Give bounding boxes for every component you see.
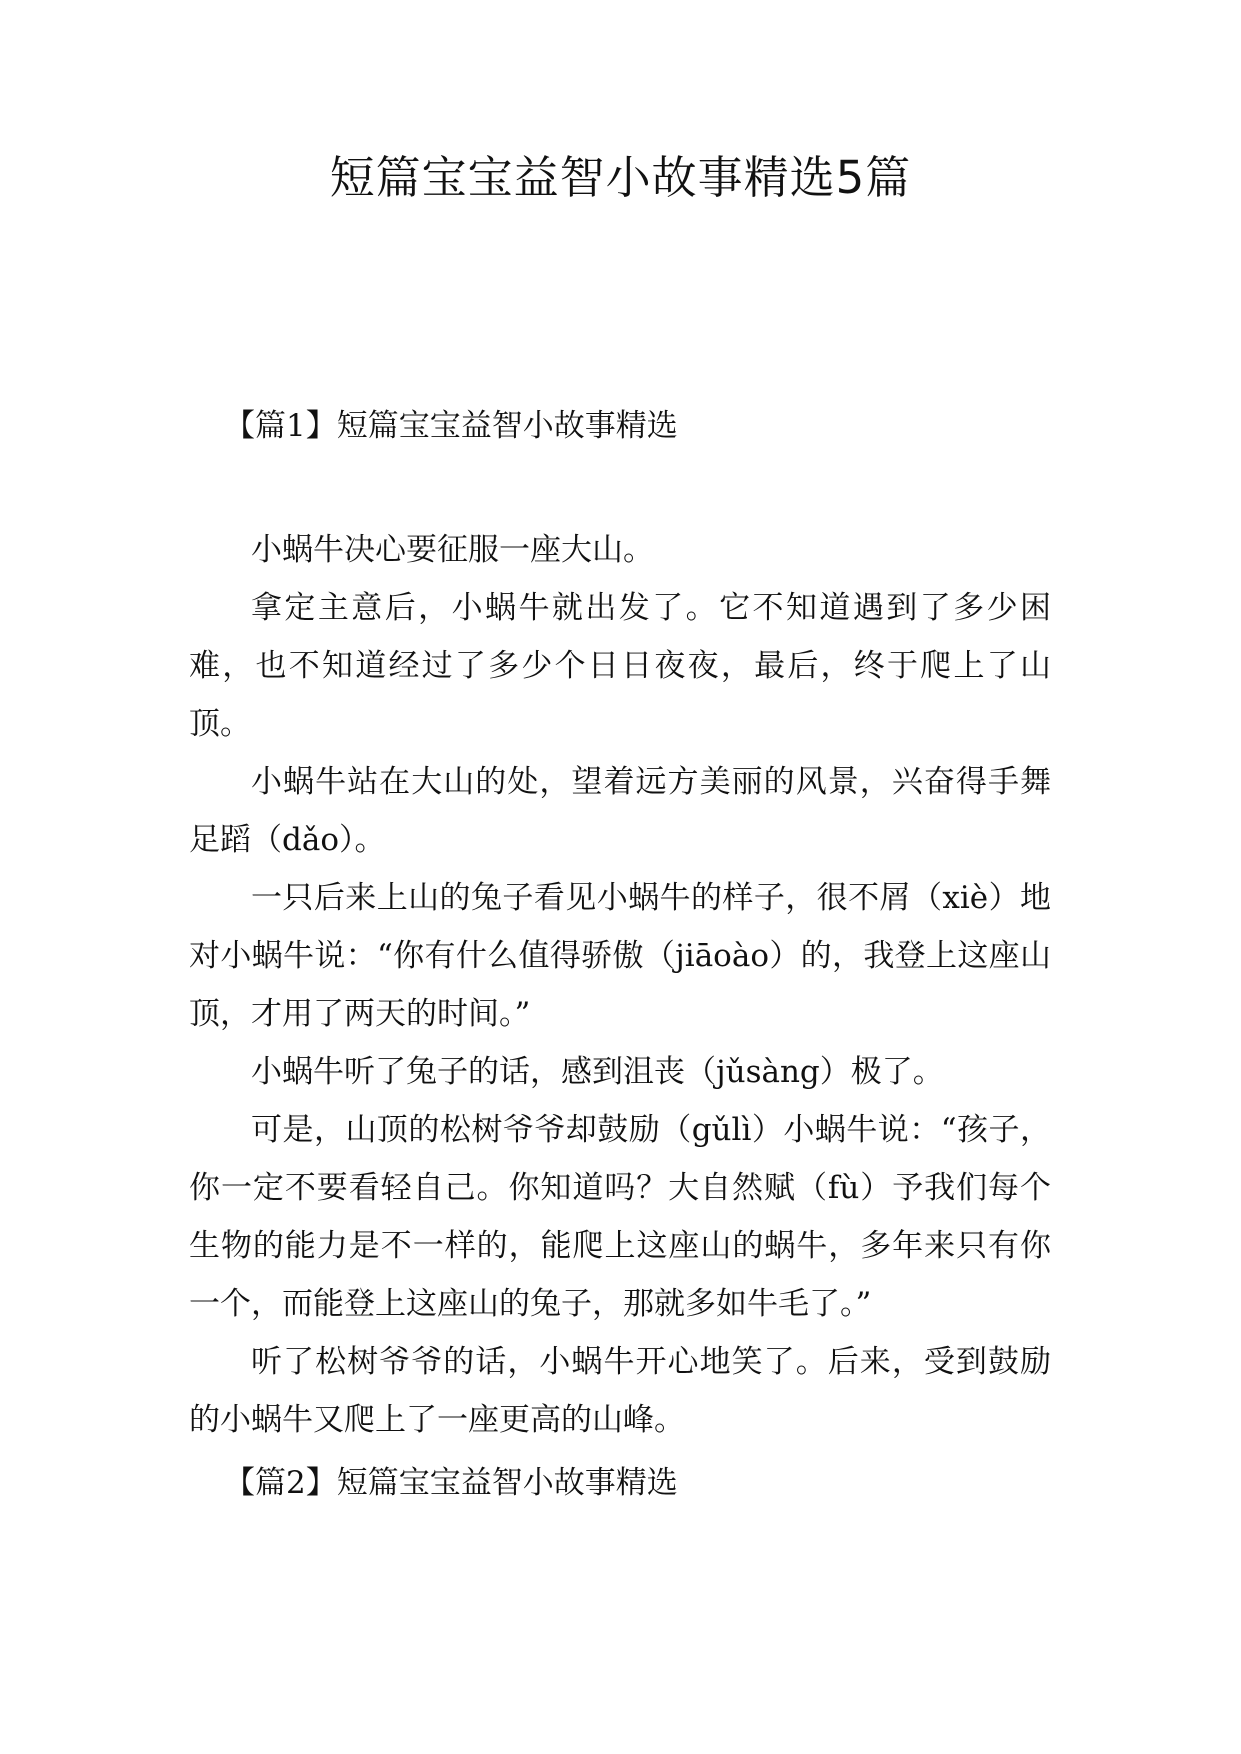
story-paragraph: 可是，山顶的松树爷爷却鼓励（gǔlì）小蜗牛说：“孩子，你一定不要看轻自己。你知道吗？大自然赋（fù）予我们每个生物的能力是不一样的，能爬上这座山的蜗牛，多年来只有你一个，而能登上这座山的兔子，那就多如牛毛了。” [189, 1112, 1051, 1322]
story-paragraph: 小蜗牛听了兔子的话，感到沮丧（jǔsàng）极了。 [251, 1054, 944, 1090]
story-paragraph: 小蜗牛决心要征服一座大山。 [251, 532, 654, 568]
story-paragraph: 一只后来上山的兔子看见小蜗牛的样子，很不屑（xiè）地对小蜗牛说：“你有什么值得骄傲（jiāoào）的，我登上这座山顶，才用了两天的时间。” [189, 880, 1051, 1032]
story-paragraph: 拿定主意后，小蜗牛就出发了。它不知道遇到了多少困难，也不知道经过了多少个日日夜夜，最后，终于爬上了山顶。 [189, 590, 1051, 742]
story-paragraph: 小蜗牛站在大山的处，望着远方美丽的风景，兴奋得手舞足蹈（dǎo）。 [189, 764, 1051, 858]
story-paragraph: 听了松树爷爷的话，小蜗牛开心地笑了。后来，受到鼓励的小蜗牛又爬上了一座更高的山峰。 [189, 1344, 1051, 1438]
document-title: 短篇宝宝益智小故事精选5篇 [329, 151, 912, 204]
section-heading-2: 【篇2】短篇宝宝益智小故事精选 [224, 1465, 678, 1501]
section-heading-1: 【篇1】短篇宝宝益智小故事精选 [224, 408, 678, 444]
story-body [189, 521, 1051, 1449]
